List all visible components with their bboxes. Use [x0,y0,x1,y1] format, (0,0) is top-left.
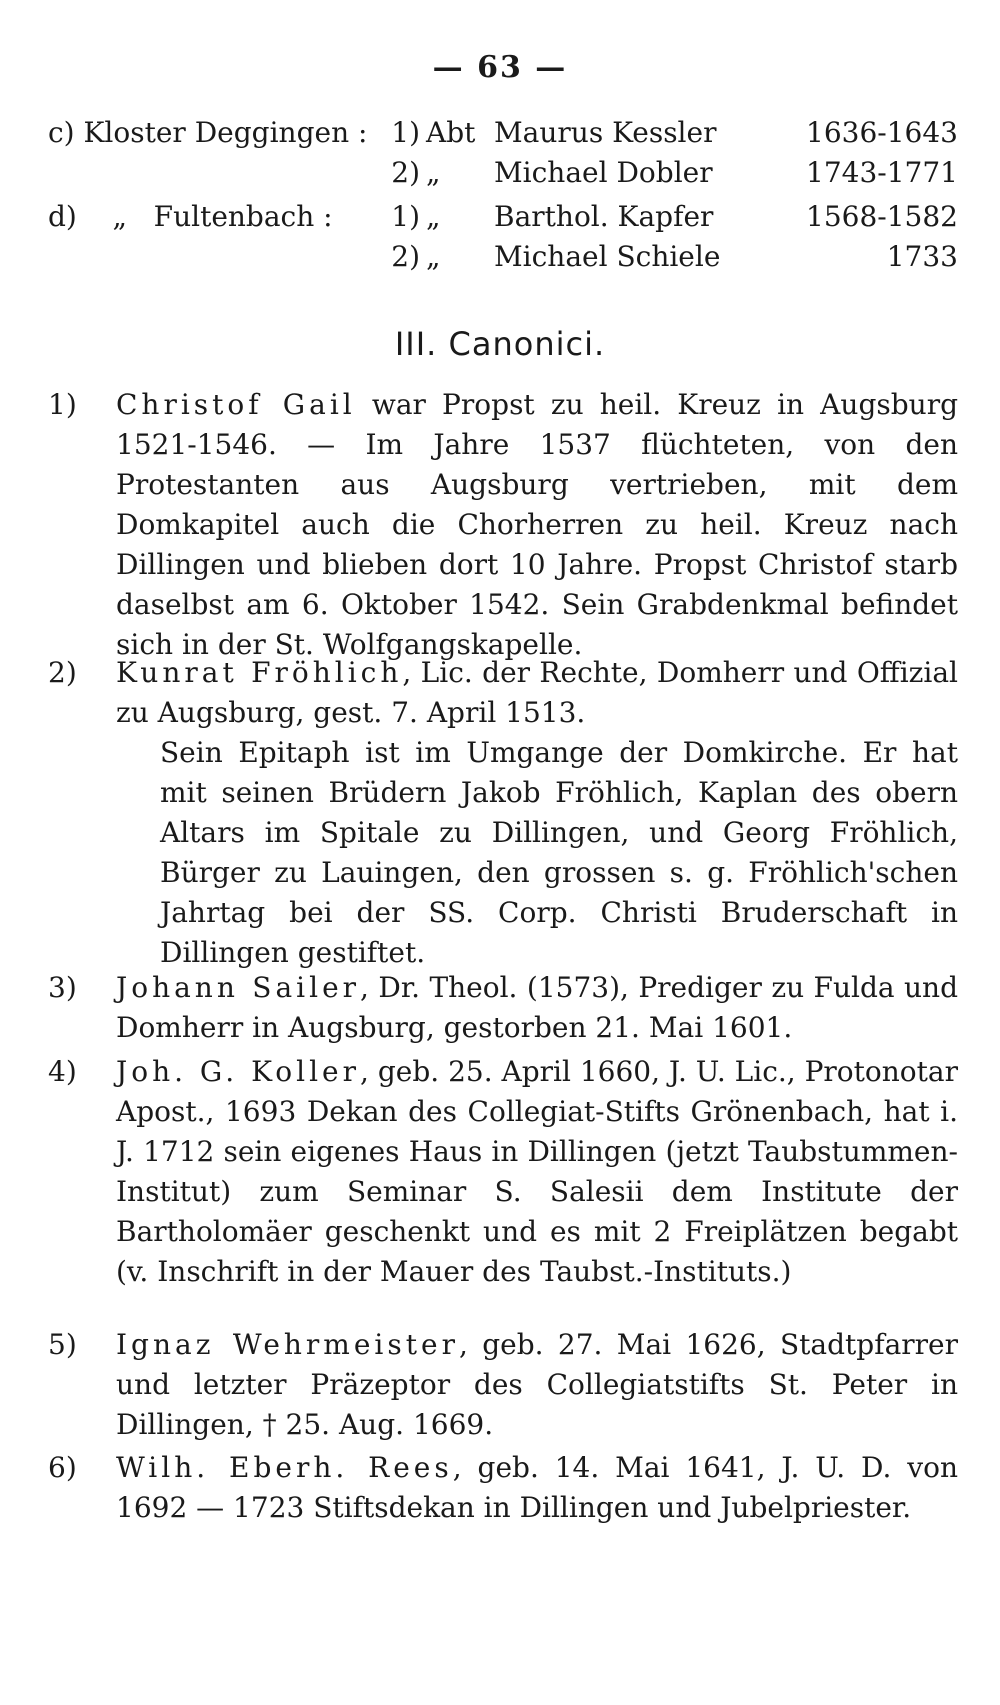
table-row [48,152,958,194]
entry-text: , geb. 27. Mai 1626, Stadtpfarrer und letzter Präzeptor des Collegiatstifts St. Peter in Dillingen, † 25. Aug. 1669. [116,1328,959,1441]
canon-name: Ignaz Wehrmeister [116,1328,459,1361]
row-number: 1) [391,200,420,233]
entry-number: 1) [48,388,77,421]
canon-name: Christof Gail [116,388,356,421]
years: 1733 [886,240,958,273]
monastery-label: d) „ Fultenbach : [48,200,333,233]
row-number: 2) [391,240,420,273]
abbot-name: Michael Schiele [494,240,721,273]
entry-text: , geb. 14. Mai 1641, J. U. D. von 1692 — 1723 Stiftsdekan in Dillingen und Jubelpriester. [116,1451,958,1524]
section-title: III. Canonici. [394,325,606,363]
canon-entry [48,1448,958,1528]
entry-number: 3) [48,971,77,1004]
row-title: Abt [426,116,476,149]
entry-number: 6) [48,1451,77,1484]
canon-entry [48,968,958,1048]
abbot-name: Michael Dobler [494,156,713,189]
table-row [48,236,958,278]
row-number: 2) [391,156,420,189]
canon-name: Joh. G. Koller [116,1055,361,1088]
row-number: 1) [391,116,420,149]
canon-name: Kunrat Fröhlich [116,656,403,689]
entry-text: , geb. 25. April 1660, J. U. Lic., Protonotar Apost., 1693 Dekan des Collegiat-Stifts Grönenbach, hat i. J. 1712 sein eigenes Haus in Dillingen (jetzt Taubstummen-Institut) zum Seminar S. Salesii dem Institute der Bartholomäer geschenkt und es mit 2 Freiplätzen begabt (v. Inschrift in der Mauer des Taubst.-Instituts.) [116,1055,958,1288]
entry-text: war Propst zu heil. Kreuz in Augsburg 1521-1546. — Im Jahre 1537 flüchteten, von den Protestanten aus Augsburg vertrieben, mit dem Domkapitel auch die Chorherren zu heil. Kreuz nach Dillingen und blieben dort 10 Jahre. Propst Christof starb daselbst am 6. Oktober 1542. Sein Grabdenkmal befindet sich in der St. Wolfgangskapelle. [116,388,958,661]
table-row [48,112,958,154]
entry-number: 2) [48,656,77,689]
page-number: — 63 — [432,50,568,85]
row-title: „ [426,156,441,189]
table-row [48,196,958,238]
years: 1743-1771 [806,156,958,189]
entry-text: , Lic. der Rechte, Domherr und Offizial zu Augsburg, gest. 7. April 1513. [116,656,958,729]
canon-entry [48,1052,958,1292]
row-title: „ [426,200,441,233]
row-title: „ [426,240,441,273]
years: 1568-1582 [806,200,958,233]
abbot-name: Barthol. Kapfer [494,200,714,233]
entry-text: , Dr. Theol. (1573), Prediger zu Fulda und Domherr in Augsburg, gestorben 21. Mai 1601. [116,971,958,1044]
canon-entry [48,385,958,665]
abbot-name: Maurus Kessler [494,116,717,149]
canon-name: Wilh. Eberh. Rees [116,1451,453,1484]
entry-number: 4) [48,1055,77,1088]
canon-entry [48,653,958,973]
entry-note: Sein Epitaph ist im Umgange der Domkirche. Er hat mit seinen Brüdern Jakob Fröhlich, Kaplan des obern Altars im Spitale zu Dillingen, und Georg Fröhlich, Bürger zu Lauingen, den grossen s. g. Fröhlich'schen Jahrtag bei der SS. Corp. Christi Bruderschaft in Dillingen gestiftet. [160,736,958,969]
canon-entry [48,1325,958,1445]
entry-number: 5) [48,1328,77,1361]
canon-name: Johann Sailer [116,971,361,1004]
monastery-label: c) Kloster Deggingen : [48,116,368,149]
years: 1636-1643 [806,116,958,149]
